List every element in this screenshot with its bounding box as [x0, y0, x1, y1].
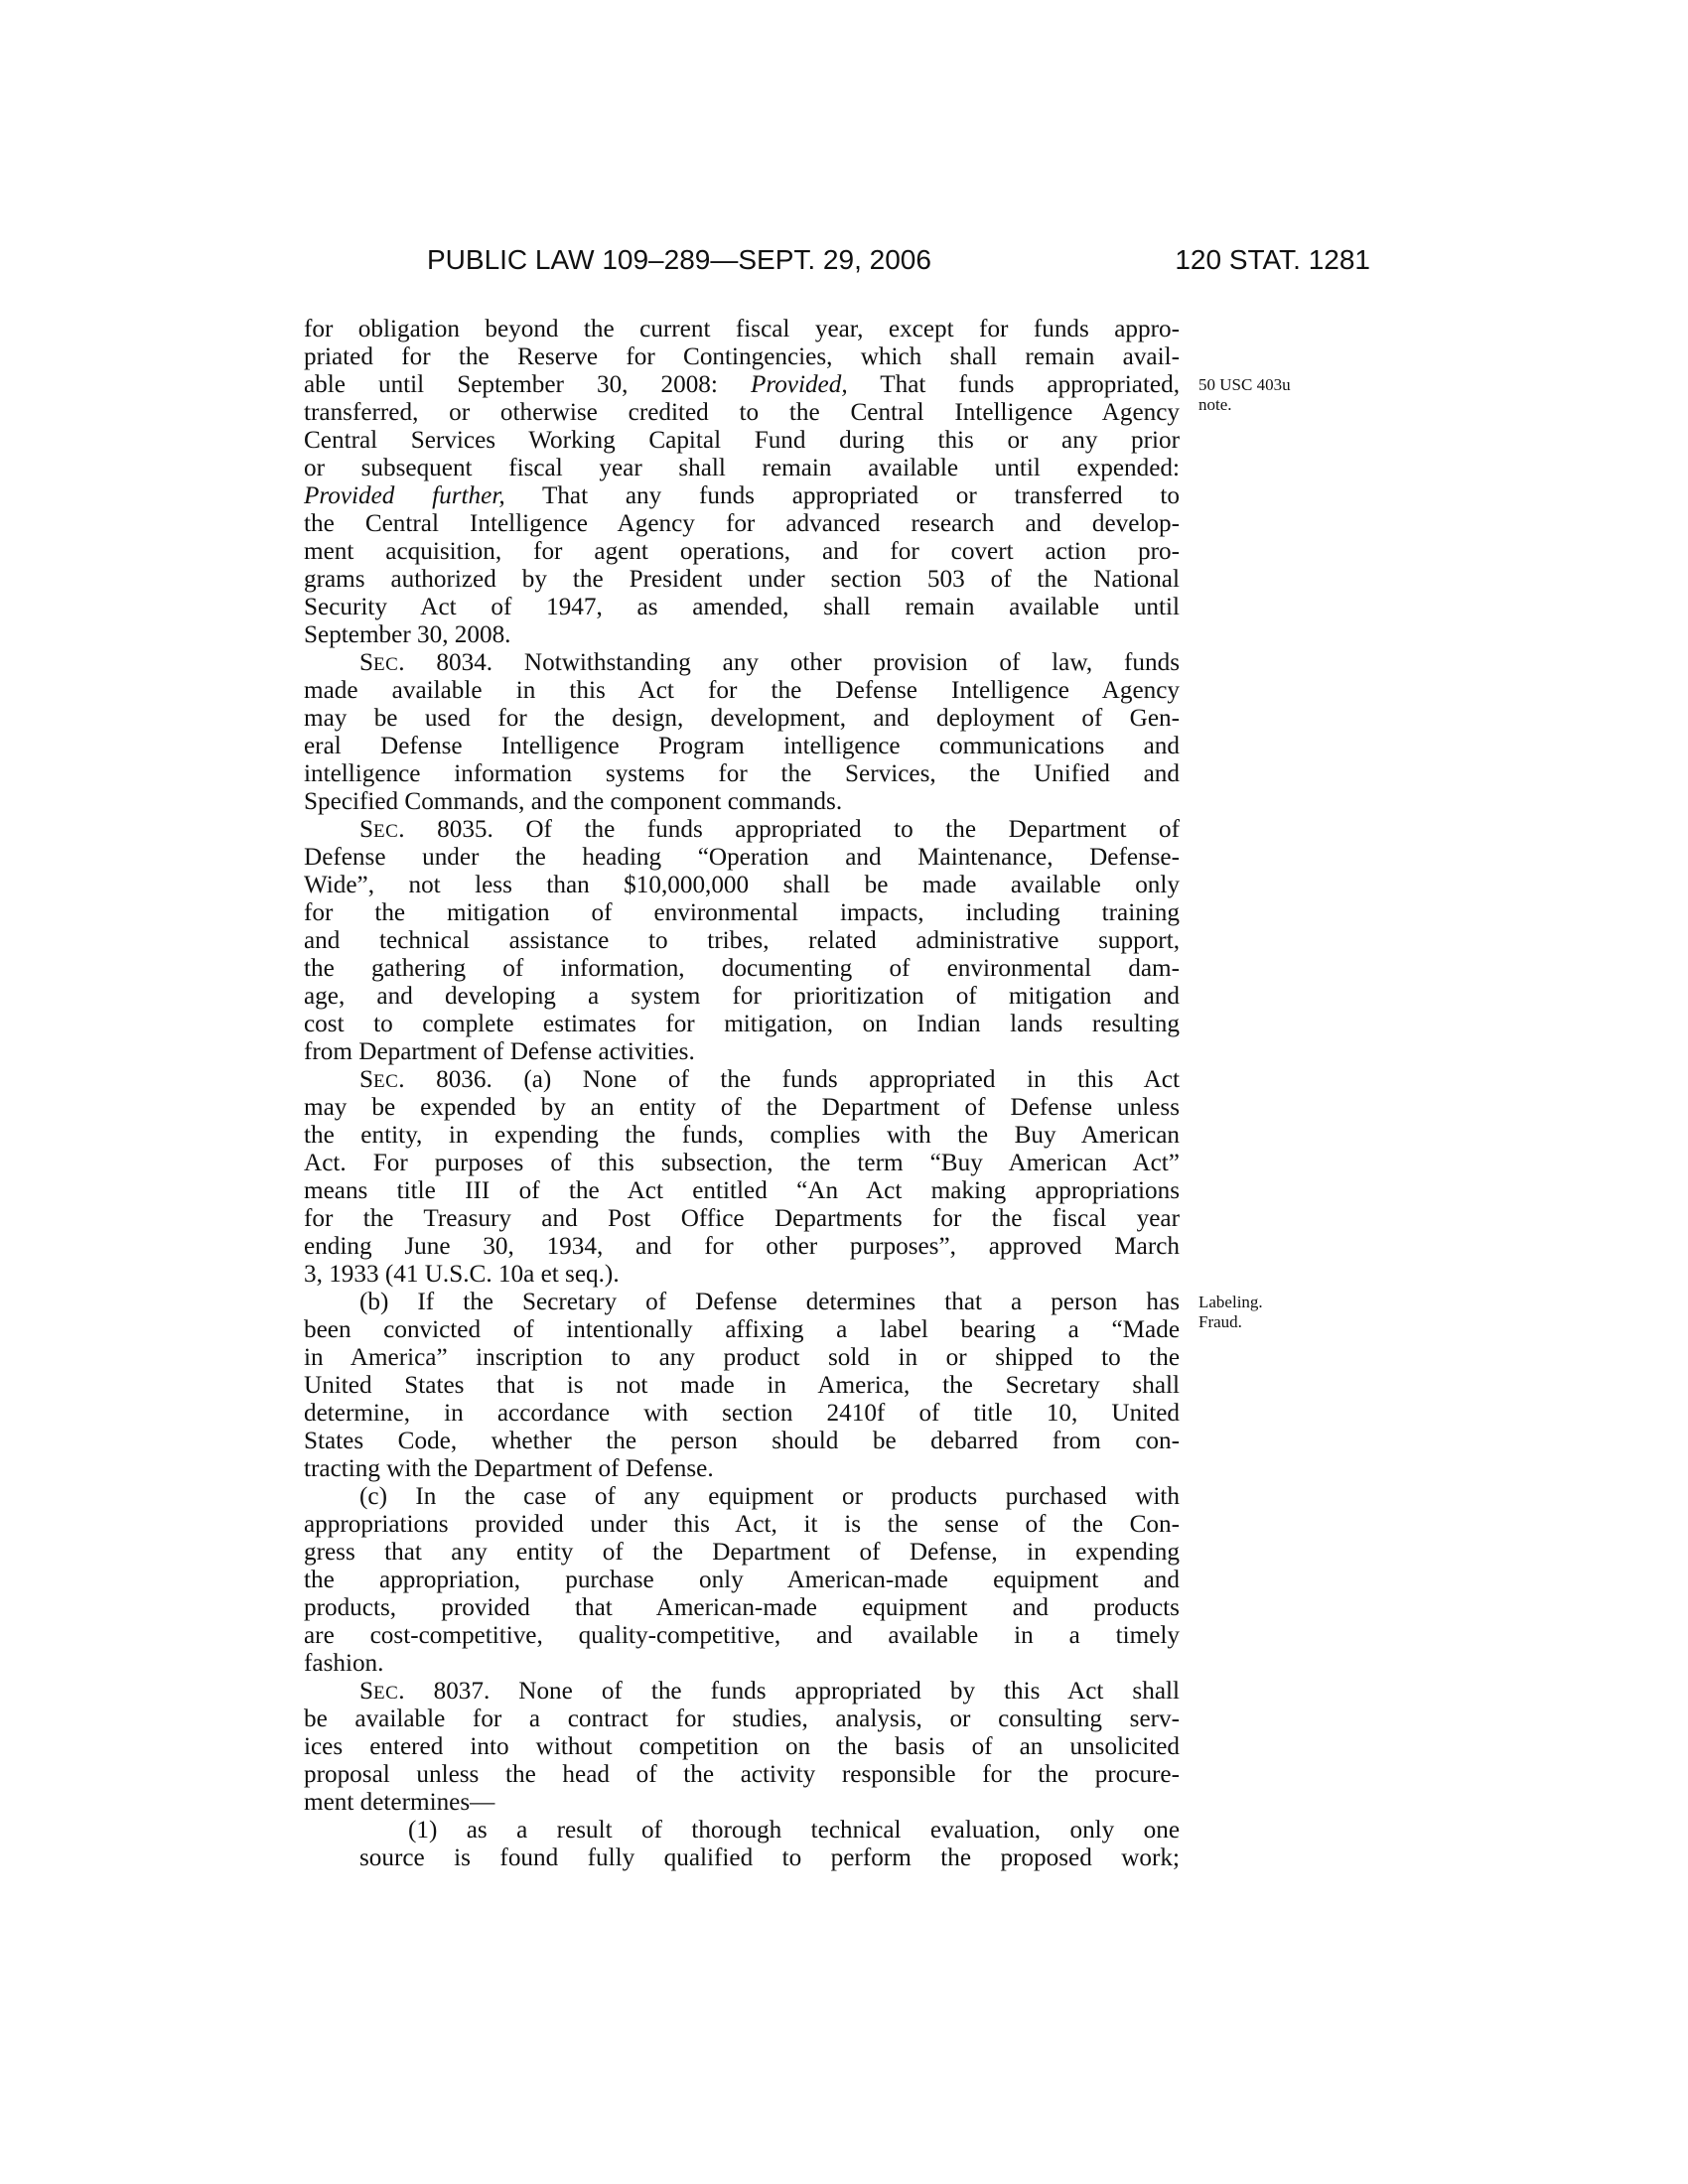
- text-line: transferred, or otherwise credited to the Central Intelligence Agency: [304, 399, 1180, 426]
- text-line: for the Treasury and Post Office Departments for the fiscal year: [304, 1205, 1180, 1232]
- section-8036-start: [304, 1066, 1180, 1094]
- text-line: eral Defense Intelligence Program intelligence communications and: [304, 733, 1180, 759]
- text-line: determine, in accordance with section 2410f of title 10, United: [304, 1400, 1180, 1427]
- text-line: States Code, whether the person should be debarred from con-: [304, 1428, 1180, 1454]
- text-line: tracting with the Department of Defense.: [304, 1455, 714, 1482]
- subsection-b-start: (b) If the Secretary of Defense determines that a person has: [359, 1289, 1180, 1315]
- paragraph-1-start: (1) as a result of thorough technical evaluation, only one: [408, 1817, 1180, 1843]
- text-line: Security Act of 1947, as amended, shall remain available until: [304, 594, 1180, 620]
- text-line: September 30, 2008.: [304, 621, 511, 648]
- margin-note-line: Labeling.: [1198, 1293, 1263, 1311]
- text-line: fashion.: [304, 1650, 384, 1677]
- text-line: ment determines—: [304, 1789, 495, 1816]
- text-line: Wide”, not less than $10,000,000 shall be made available only: [304, 872, 1180, 898]
- text-line: in America” inscription to any product sold in or shipped to the: [304, 1344, 1180, 1371]
- statute-body: [304, 316, 1180, 1872]
- text-line: Act. For purposes of this subsection, the term “Buy American Act”: [304, 1150, 1180, 1176]
- margin-note-usc: [1198, 375, 1291, 415]
- sec-label-smallcaps: EC: [373, 1683, 399, 1704]
- text-line: ending June 30, 1934, and for other purposes”, approved March: [304, 1233, 1180, 1260]
- text-line: Specified Commands, and the component commands.: [304, 788, 843, 815]
- text-line: or subsequent fiscal year shall remain available until expended:: [304, 455, 1180, 481]
- text-line: the gathering of information, documenting of environmental dam-: [304, 955, 1180, 982]
- text-line: Central Services Working Capital Fund during this or any prior: [304, 427, 1180, 454]
- text-line: [304, 371, 1180, 399]
- text-line: may be expended by an entity of the Department of Defense unless: [304, 1094, 1180, 1121]
- text-line: cost to complete estimates for mitigation, on Indian lands resulting: [304, 1011, 1180, 1037]
- text-run: . 8035. Of the funds appropriated to the Department of: [398, 816, 1180, 843]
- text-line: made available in this Act for the Defense Intelligence Agency: [304, 677, 1180, 704]
- text-line: may be used for the design, development, and deployment of Gen-: [304, 705, 1180, 732]
- section-8037-start: [304, 1678, 1180, 1706]
- text-line: source is found fully qualified to perform the proposed work;: [359, 1844, 1180, 1871]
- text-line: 3, 1933 (41 U.S.C. 10a et seq.).: [304, 1261, 620, 1288]
- text-run: . 8036. (a) None of the funds appropriated in this Act: [398, 1066, 1180, 1093]
- text-line: are cost-competitive, quality-competitive, and available in a timely: [304, 1622, 1180, 1649]
- text-line: the Central Intelligence Agency for advanced research and develop-: [304, 510, 1180, 537]
- text-line: United States that is not made in America, the Secretary shall: [304, 1372, 1180, 1399]
- sec-label: S: [359, 1678, 374, 1705]
- text-line: ment acquisition, for agent operations, and for covert action pro-: [304, 538, 1180, 565]
- text-line: priated for the Reserve for Contingencies, which shall remain avail-: [304, 343, 1180, 370]
- sec-label-smallcaps: EC: [373, 1071, 399, 1092]
- text-line: [304, 482, 1180, 510]
- text-run: . 8034. Notwithstanding any other provision of law, funds: [398, 649, 1180, 676]
- text-run: That funds appropriated,: [847, 371, 1181, 398]
- margin-note-line: 50 USC 403u: [1198, 375, 1291, 394]
- statute-page-number: 120 STAT. 1281: [1175, 244, 1370, 275]
- text-line: appropriations provided under this Act, it is the sense of the Con-: [304, 1511, 1180, 1538]
- text-line: from Department of Defense activities.: [304, 1038, 695, 1065]
- sec-label-smallcaps: EC: [373, 654, 399, 675]
- text-line: for the mitigation of environmental impacts, including training: [304, 899, 1180, 926]
- running-header: [427, 244, 1370, 290]
- text-line: intelligence information systems for the Services, the Unified and: [304, 760, 1180, 787]
- text-line: products, provided that American-made equipment and products: [304, 1594, 1180, 1621]
- public-law-citation: PUBLIC LAW 109–289—SEPT. 29, 2006: [427, 244, 931, 275]
- text-line: be available for a contract for studies, analysis, or consulting serv-: [304, 1706, 1180, 1732]
- text-run: . 8037. None of the funds appropriated by this Act shall: [398, 1678, 1180, 1705]
- text-line: grams authorized by the President under section 503 of the National: [304, 566, 1180, 593]
- text-line: for obligation beyond the current fiscal year, except for funds appro-: [304, 316, 1180, 342]
- text-line: ices entered into without competition on the basis of an unsolicited: [304, 1733, 1180, 1760]
- margin-note-labeling-fraud: [1198, 1293, 1263, 1332]
- text-line: means title III of the Act entitled “An Act making appropriations: [304, 1177, 1180, 1204]
- margin-note-line: Fraud.: [1198, 1312, 1242, 1331]
- text-line: the entity, in expending the funds, complies with the Buy American: [304, 1122, 1180, 1149]
- proviso-term: Provided,: [750, 371, 848, 398]
- text-line: and technical assistance to tribes, related administrative support,: [304, 927, 1180, 954]
- subsection-c-start: (c) In the case of any equipment or products purchased with: [359, 1483, 1180, 1510]
- text-line: Defense under the heading “Operation and Maintenance, Defense-: [304, 844, 1180, 871]
- section-8034-start: [304, 649, 1180, 677]
- sec-label: S: [359, 1066, 374, 1093]
- text-line: age, and developing a system for prioritization of mitigation and: [304, 983, 1180, 1010]
- section-8035-start: [304, 816, 1180, 844]
- sec-label-smallcaps: EC: [373, 821, 399, 842]
- text-run: That any funds appropriated or transferred to: [504, 482, 1180, 509]
- sec-label: S: [359, 649, 374, 676]
- text-line: proposal unless the head of the activity responsible for the procure-: [304, 1761, 1180, 1788]
- text-line: the appropriation, purchase only American-made equipment and: [304, 1567, 1180, 1593]
- text-line: been convicted of intentionally affixing a label bearing a “Made: [304, 1316, 1180, 1343]
- sec-label: S: [359, 816, 374, 843]
- text-run: able until September 30, 2008:: [304, 371, 751, 398]
- text-line: gress that any entity of the Department of Defense, in expending: [304, 1539, 1180, 1566]
- proviso-term: Provided further,: [304, 482, 505, 509]
- margin-note-line: note.: [1198, 395, 1232, 414]
